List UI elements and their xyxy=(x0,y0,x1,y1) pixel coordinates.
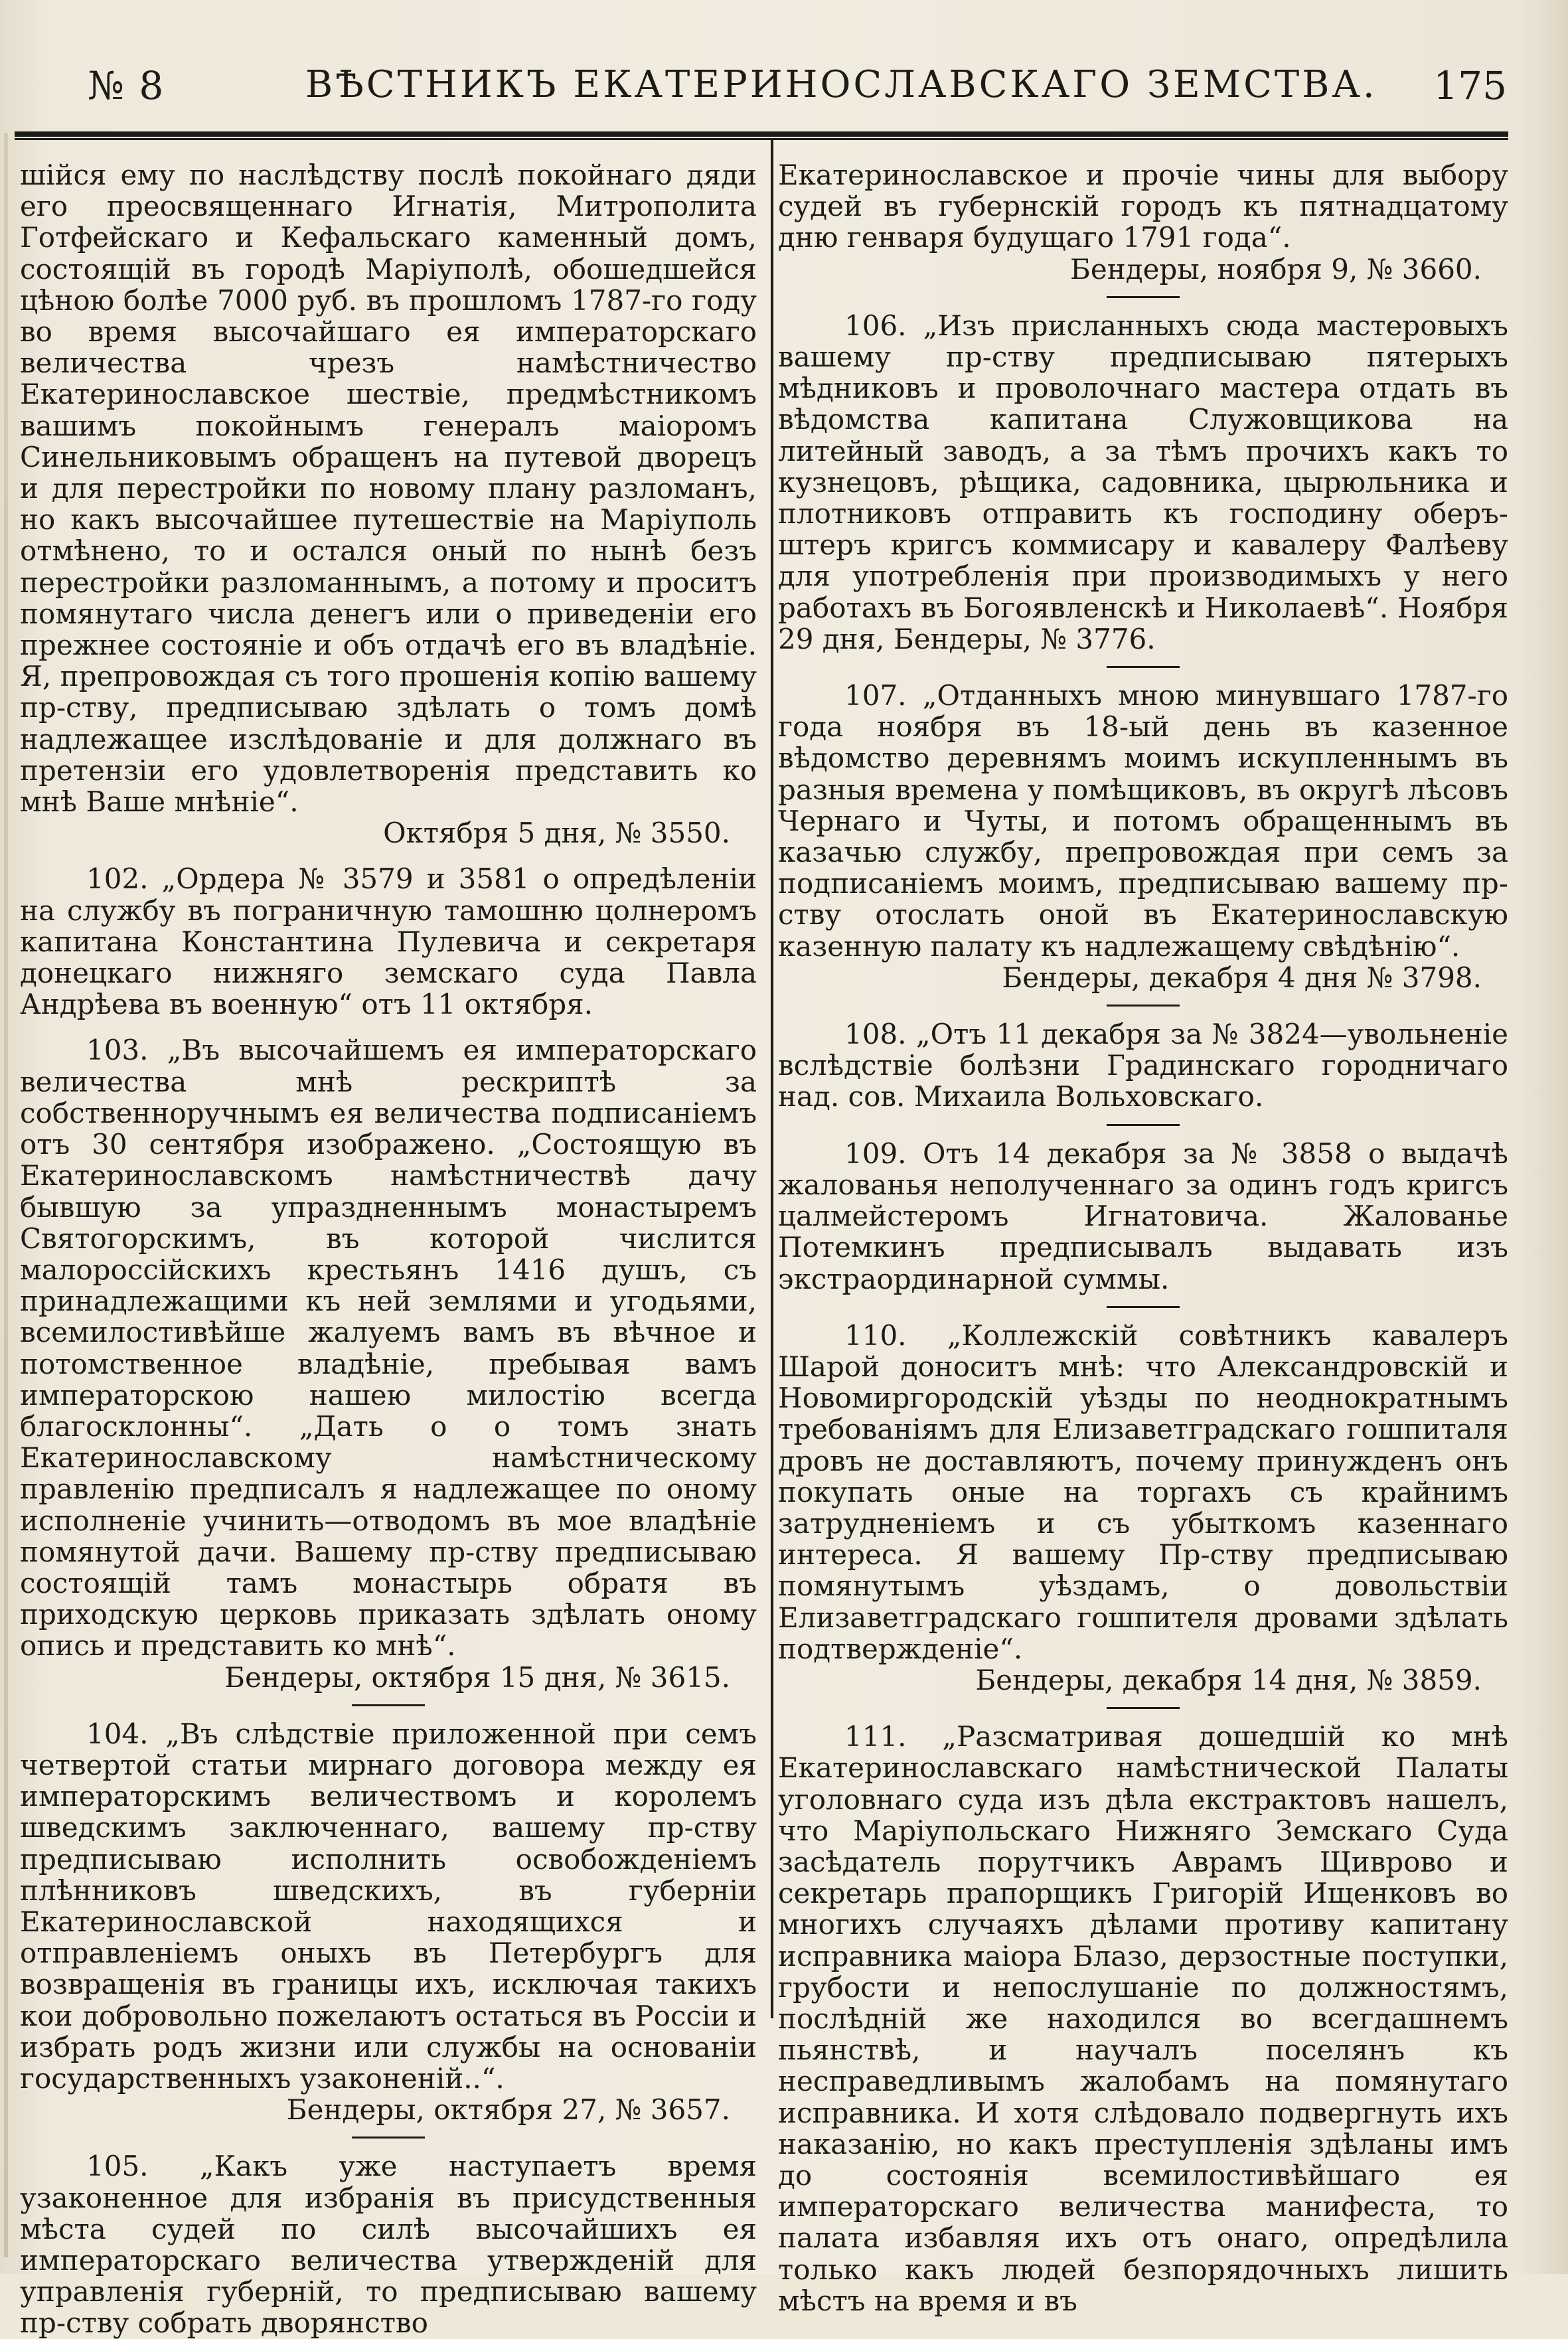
separator-rule xyxy=(1107,1707,1180,1709)
signature-line: Октября 5 дня, № 3550. xyxy=(383,817,730,850)
separator-rule xyxy=(1107,1124,1180,1126)
separator-rule xyxy=(1107,666,1180,668)
page-number: 175 xyxy=(1433,63,1507,108)
paragraph-110: 110. „Коллежскій совѣтникъ кавалеръ Шарой доноситъ мнѣ: что Александровскій и Новомиргородскій уѣзды по неоднократнымъ требованіямъ для Елизаветградскаго гошпиталя дровъ не доставляютъ, почему принужденъ онъ покупать оные на торгахъ съ крайнимъ затрудненіемъ и съ убыткомъ казеннаго интереса. Я вашему Пр-ству предписываю помянутымъ уѣздамъ, о довольствіи Елизаветградскаго гошпителя дровами здѣлать подтвержденіе“. xyxy=(778,1319,1508,1665)
header-rule xyxy=(15,131,1508,140)
column-divider xyxy=(771,139,773,2018)
left-column xyxy=(20,159,757,2339)
signature-line: Бендеры, октября 27, № 3657. xyxy=(286,2093,730,2127)
spacer xyxy=(20,1020,757,1034)
separator-rule xyxy=(1107,296,1180,298)
right-column xyxy=(778,159,1508,2316)
binding-edge xyxy=(4,133,8,2257)
separator-rule xyxy=(1107,1005,1180,1007)
paragraph-106: 106. „Изъ присланныхъ сюда мастеровыхъ вашему пр-ству предписываю пятерыхъ мѣдниковъ и проволочнаго мастера отдать въ вѣдомства капитана Служовщикова на литейный заводъ, а за тѣмъ прочихъ какъ то кузнецовъ, рѣщика, садовника, цырюльника и плотниковъ отправить къ господину оберъ-штеръ кригсъ коммисару и кавалеру Фалѣеву для употребленія при производимыхъ у него работахъ въ Богоявленскѣ и Николаевѣ“. Ноября 29 дня, Бендеры, № 3776. xyxy=(778,309,1508,655)
paragraph-104: 104. „Въ слѣдствіе приложенной при семъ четвертой статьи мирнаго договора между ея императорскимъ величествомъ и королемъ шведскимъ заключеннаго, вашему пр-ству предписываю исполнить освобожденіемъ плѣнниковъ шведскихъ, въ губерніи Екатеринославской находящихся и отправленіемъ оныхъ въ Петербургъ для возвращенія въ границы ихъ, исключая такихъ кои добровольно пожелаютъ остаться въ Россіи и избрать родъ жизни или службы на основаніи государственныхъ узаконеній..“. xyxy=(20,1717,757,2095)
journal-title: ВѢСТНИКЪ ЕКАТЕРИНОСЛАВСКАГО ЗЕМСТВА. xyxy=(305,63,1377,106)
separator-rule xyxy=(352,1704,425,1706)
paragraph-107: 107. „Отданныхъ мною минувшаго 1787-го года ноября въ 18-ый день въ казенное вѣдомство деревнямъ моимъ искупленнымъ въ разныя времена у помѣщиковъ, въ округѣ лѣсовъ Чернаго и Чуты, и потомъ обращеннымъ въ казачью службу, препровождая при семъ за подписаніемъ моимъ, предписываю вашему пр-ству отослать оной въ Екатеринославскую казенную палату къ надлежащему свѣдѣнію“. xyxy=(778,679,1508,963)
paragraph-101-continued: шійся ему по наслѣдству послѣ покойнаго дяди его преосвященнаго Игнатія, Митрополита Готфейскаго и Кефальскаго каменный домъ, состоящій въ городѣ Маріуполѣ, обошедшейся цѣною болѣе 7000 руб. въ прошломъ 1787-го году во время высочайшаго ея императорскаго величества чрезъ намѣстничество Екатеринославское шествіе, предмѣстникомъ вашимъ покойнымъ генералъ маіоромъ Синельниковымъ обращенъ на путевой дворецъ и для перестройки по новому плану разломанъ, но какъ высочайшее путешествіе на Маріуполь отмѣнено, то и остался оный по нынѣ безъ перестройки разломаннымъ, а потому и проситъ помянутаго числа денегъ или о приведеніи его прежнее состояніе и объ отдачѣ его въ владѣніе. Я, препровождая съ того прошенія копію вашему пр-ству, предписываю здѣлать о томъ домѣ надлежащее изслѣдованіе и для должнаго въ претензіи его удовлетворенія представить ко мнѣ Ваше мнѣніе“. xyxy=(20,159,757,819)
paragraph-105-continued: Екатеринославское и прочіе чины для выбору судей въ губернскій городъ къ пятнадцатому дню генваря будущаго 1791 года“. xyxy=(778,159,1508,254)
separator-rule xyxy=(1107,1306,1180,1308)
paragraph-103: 103. „Въ высочайшемъ ея императорскаго величества мнѣ рескриптѣ за собственноручнымъ ея величества подписаніемъ отъ 30 сентября изображено. „Состоящую въ Екатеринославскомъ намѣстничествѣ дачу бывшую за упраздненнымъ монастыремъ Святогорскимъ, въ которой числится малороссійскихъ крестьянъ 1416 душъ, съ принадлежащими къ ней землями и угодьями, всемилостивѣйше жалуемъ вамъ въ вѣчное и потомственное владѣніе, пребывая вамъ императорскою нашею милостію всегда благосклонны“. „Дать о о томъ знать Екатеринославскому намѣстническому правленію предписалъ я надлежащее по оному исполненіе учинить—отводомъ въ мое владѣніе помянутой дачи. Вашему пр-ству предписываю состоящій тамъ монастырь обратя въ приходскую церковь приказать здѣлать оному опись и представить ко мнѣ“. xyxy=(20,1034,757,1662)
separator-rule xyxy=(352,2137,425,2138)
signature-line: Бендеры, декабря 4 дня № 3798. xyxy=(1002,961,1482,994)
signature-line: Бендеры, ноября 9, № 3660. xyxy=(1070,252,1482,285)
paragraph-105: 105. „Какъ уже наступаетъ время узаконенное для избранія въ присудственныя мѣста судей по силѣ высочайшихъ ея императорскаго величества утвержденій для управленія губерній, то предписываю вашему пр-ству собрать дворянство xyxy=(20,2150,757,2339)
paragraph-109: 109. Отъ 14 декабря за № 3858 о выдачѣ жалованья неполученнаго за одинъ годъ кригсъ цалмейстеромъ Игнатовича. Жалованье Потемкинъ предписывалъ выдавать изъ экстраординарной суммы. xyxy=(778,1137,1508,1295)
paragraph-108: 108. „Отъ 11 декабря за № 3824—увольненіе вслѣдствіе болѣзни Градинскаго городничаго над. сов. Михаила Вольховскаго. xyxy=(778,1018,1508,1113)
paragraph-102: 102. „Ордера № 3579 и 3581 о опредѣленіи на службу въ пограничную тамошню цолнеромъ капитана Константина Пулевича и секретаря донецкаго нижняго земскаго суда Павла Андрѣева въ военную“ отъ 11 октября. xyxy=(20,862,757,1021)
signature-line: Бендеры, декабря 14 дня, № 3859. xyxy=(975,1663,1482,1696)
issue-number: № 8 xyxy=(88,63,165,108)
paragraph-111: 111. „Разсматривая дошедшій ко мнѣ Екатеринославскаго намѣстнической Палаты уголовнаго суда изъ дѣла екстрактовъ нашелъ, что Маріупольскаго Нижняго Земскаго Суда засѣдатель порутчикъ Аврамъ Щиврово и секретарь прапорщикъ Григорій Ищенковъ во многихъ случаяхъ дѣлами противу капитану исправника маіора Блазо, дерзостные поступки, грубости и непослушаніе по должностямъ, послѣдній же находился во всегдашнемъ пьянствѣ, и научалъ поселянъ къ несправедливымъ жалобамъ на помянутаго исправника. И хотя слѣдовало подвергнуть ихъ наказанію, но какъ преступленія здѣланы имъ до состоянія всемилостивѣйшаго ея императорскаго величества манифеста, то палата избавляя ихъ отъ онаго, опредѣлила только какъ людей безпорядочныхъ лишить мѣстъ на время и въ xyxy=(778,1720,1508,2317)
signature-line: Бендеры, октября 15 дня, № 3615. xyxy=(224,1660,730,1694)
page-header xyxy=(80,63,1507,116)
spacer xyxy=(20,848,757,863)
